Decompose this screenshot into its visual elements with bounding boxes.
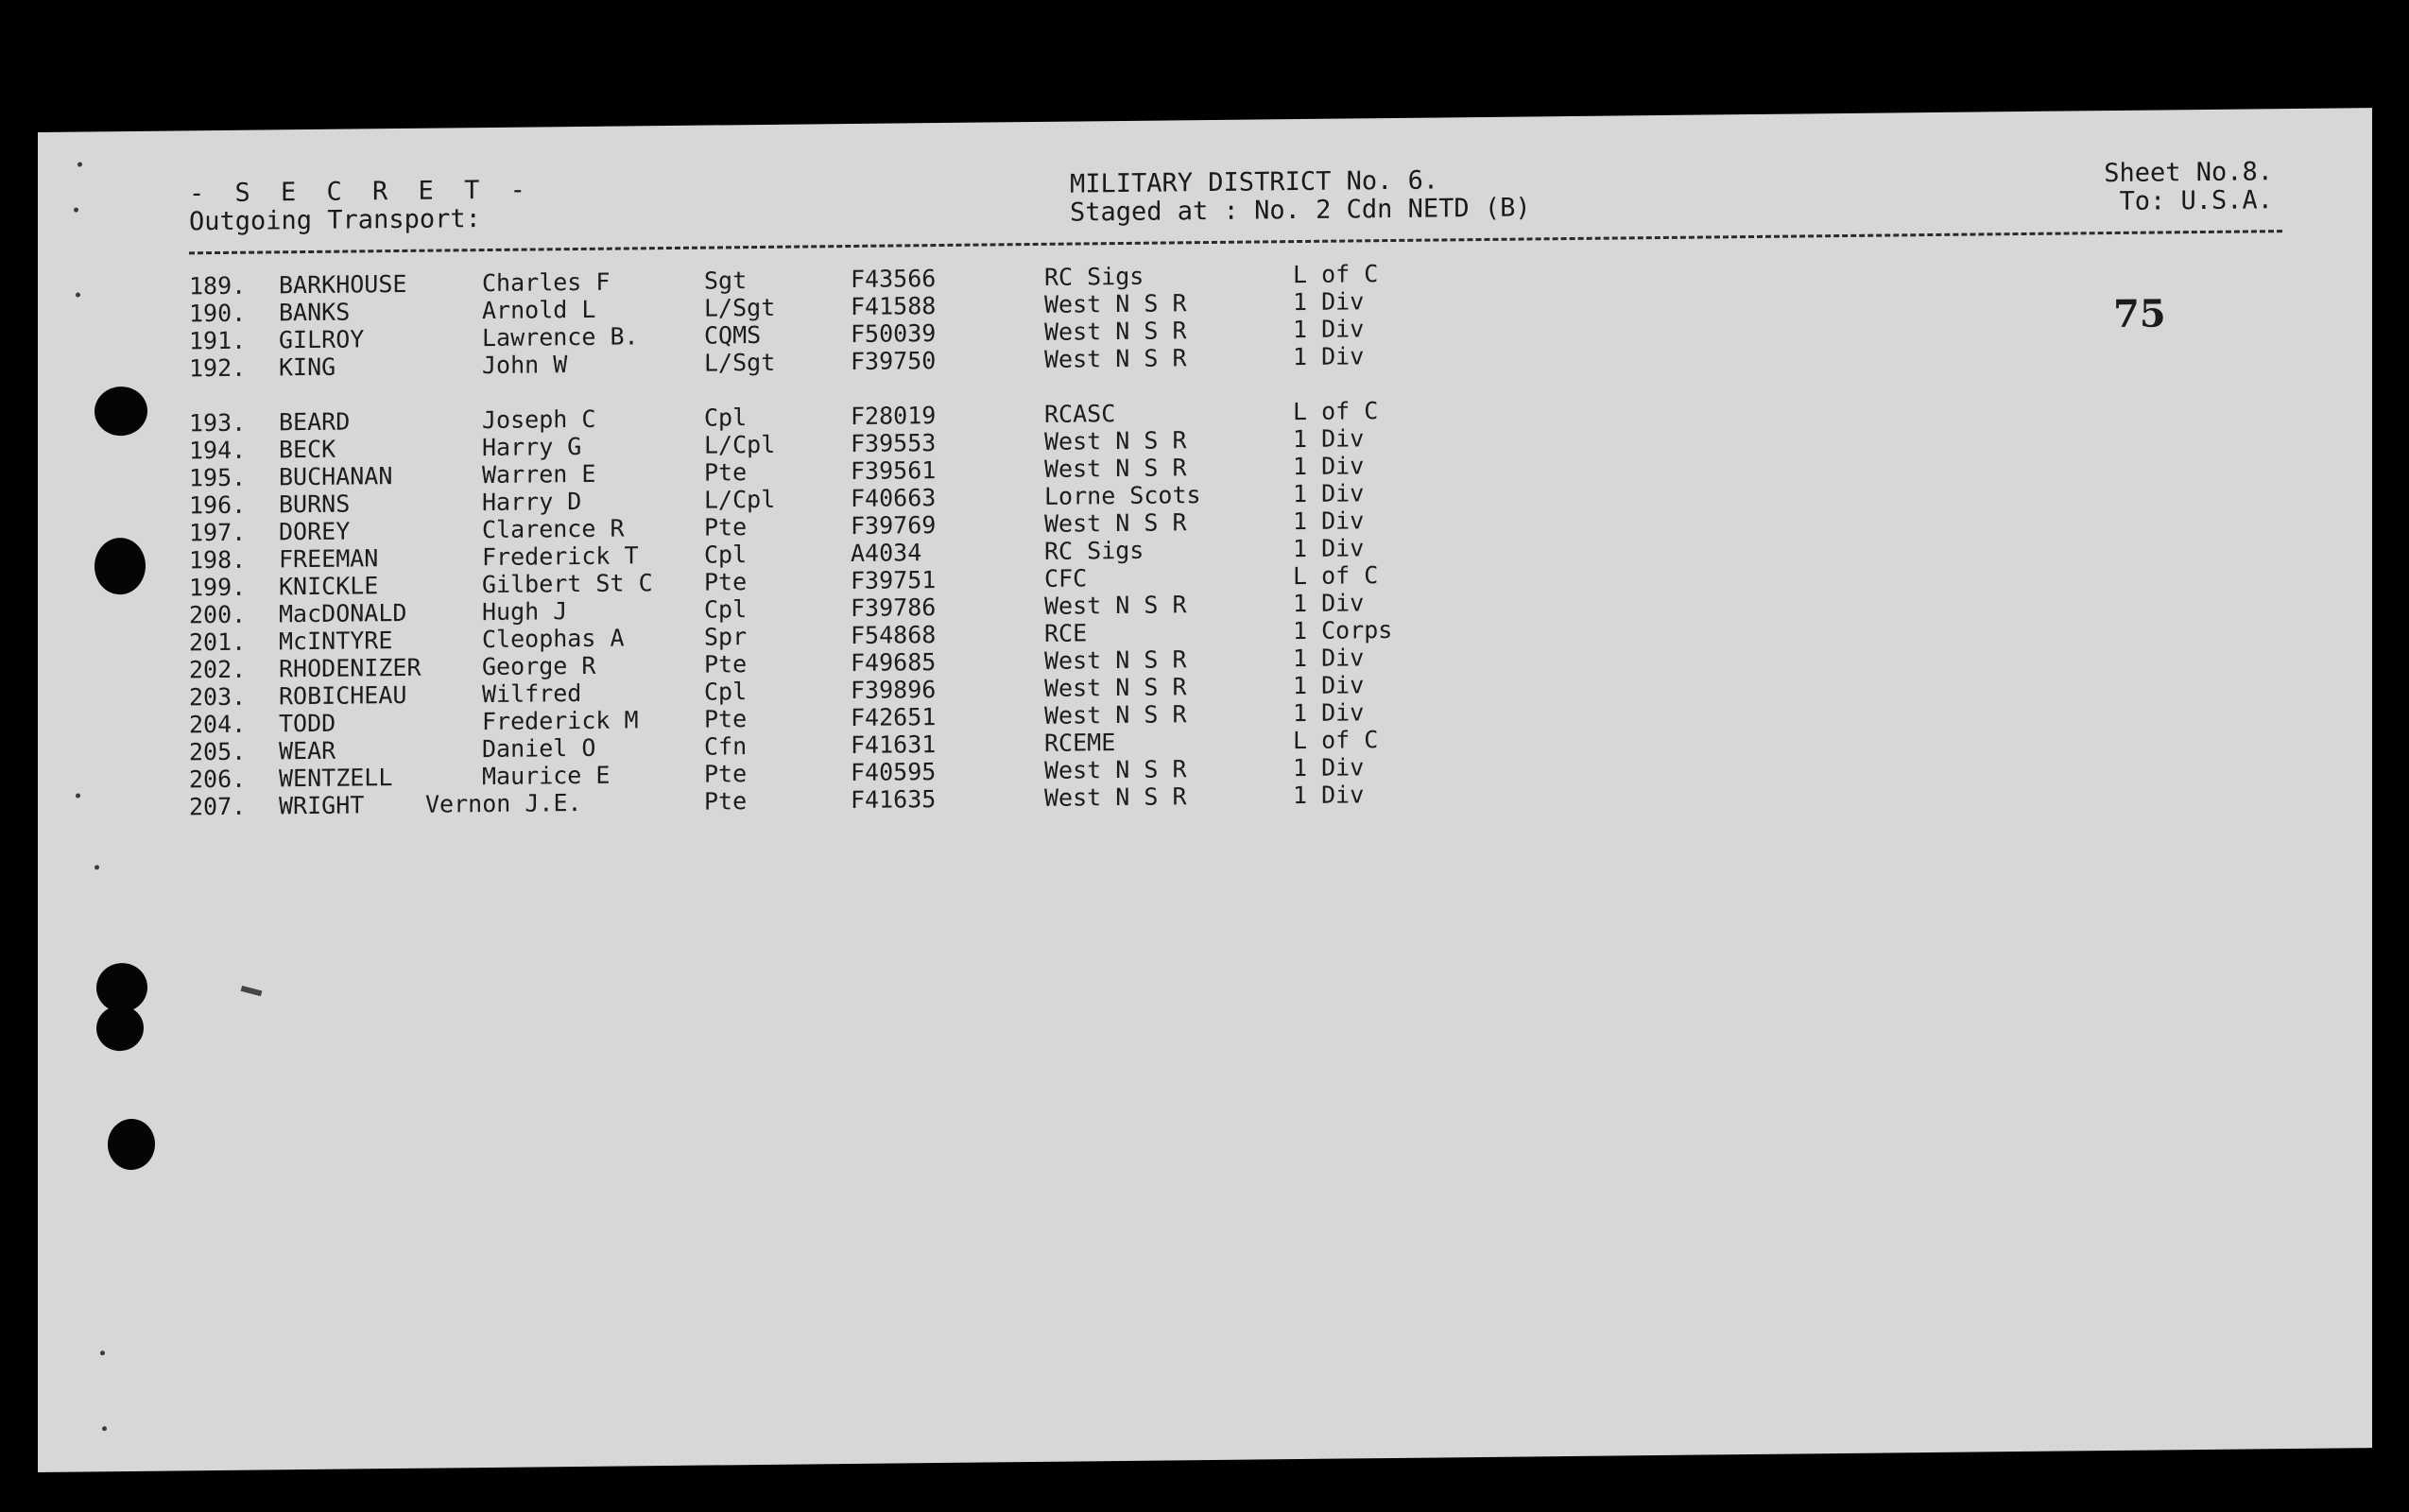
formation: 1 Div: [1293, 452, 1365, 481]
rank: Cpl: [704, 678, 748, 706]
service-number: F50039: [851, 319, 937, 348]
surname: BURNS: [279, 490, 351, 519]
surname: BARKHOUSE: [279, 269, 407, 300]
given-name: Daniel O: [482, 733, 596, 764]
rank: Pte: [704, 568, 748, 596]
surname: MacDONALD: [279, 598, 407, 628]
unit: West N S R: [1044, 755, 1187, 784]
punch-hole: [96, 1005, 144, 1052]
rank: Pte: [704, 650, 748, 679]
surname: BANKS: [279, 298, 351, 327]
surname: WRIGHT: [279, 791, 365, 820]
destination: To: U.S.A.: [2119, 185, 2273, 216]
rank: Pte: [704, 513, 748, 541]
surname: FREEMAN: [279, 544, 379, 574]
given-name: Harry D: [482, 487, 582, 517]
row-number: 207.: [189, 792, 247, 821]
given-name: Cleophas A: [482, 624, 625, 654]
row-number: 193.: [189, 408, 247, 438]
margin-mark: [74, 208, 78, 213]
rank: Sgt: [704, 266, 748, 295]
formation: 1 Div: [1293, 698, 1365, 728]
header-middle: [1070, 165, 1531, 227]
service-number: F40595: [851, 758, 937, 786]
stray-mark: [241, 986, 263, 996]
given-name: Wilfred: [482, 679, 582, 709]
row-number: 199.: [189, 573, 247, 602]
service-number: F42651: [851, 703, 937, 731]
rank: Cpl: [704, 404, 748, 432]
classification: - S E C R E T -: [189, 175, 533, 209]
rank: Cfn: [704, 732, 748, 761]
staged-at: Staged at : No. 2 Cdn NETD (B): [1070, 193, 1531, 228]
unit: West N S R: [1044, 591, 1187, 620]
surname: WEAR: [279, 736, 336, 765]
given-name: Hugh J: [482, 597, 568, 627]
service-number: F39786: [851, 593, 937, 622]
service-number: F41635: [851, 785, 937, 814]
formation: 1 Div: [1293, 507, 1365, 536]
given-name: Vernon J.E.: [425, 788, 582, 818]
given-name: Frederick T: [482, 541, 639, 572]
given-name: Clarence R: [482, 514, 625, 544]
rank: Pte: [704, 458, 748, 487]
unit: RCASC: [1044, 400, 1116, 428]
surname: GILROY: [279, 325, 365, 354]
surname: BEARD: [279, 407, 351, 437]
header-left: [189, 177, 533, 237]
rank: Spr: [704, 623, 748, 651]
given-name: Arnold L: [482, 295, 596, 325]
rank: Pte: [704, 760, 748, 788]
formation: L of C: [1293, 397, 1379, 426]
formation: 1 Div: [1293, 589, 1365, 618]
surname: RHODENIZER: [279, 653, 422, 683]
row-number: 200.: [189, 600, 247, 629]
unit: RC Sigs: [1044, 536, 1144, 565]
service-number: F41631: [851, 730, 937, 759]
surname: McINTYRE: [279, 627, 393, 656]
row-number: 197.: [189, 518, 247, 547]
row-number: 202.: [189, 655, 247, 684]
given-name: Gilbert St C: [482, 569, 653, 599]
surname: BECK: [279, 435, 336, 464]
punch-hole: [108, 1119, 155, 1171]
given-name: Harry G: [482, 432, 582, 462]
margin-mark: [77, 163, 82, 167]
row-number: 189.: [189, 271, 247, 301]
header-right: [1989, 158, 2273, 217]
formation: 1 Div: [1293, 534, 1365, 563]
given-name: Maurice E: [482, 761, 611, 791]
unit: West N S R: [1044, 508, 1187, 538]
rank: L/Cpl: [704, 485, 776, 514]
service-number: F54868: [851, 621, 937, 649]
margin-mark: [102, 1426, 107, 1431]
row-number: 203.: [189, 682, 247, 712]
unit: West N S R: [1044, 289, 1187, 318]
service-number: F39553: [851, 429, 937, 457]
given-name: Frederick M: [482, 706, 639, 736]
rank: L/Sgt: [704, 348, 776, 377]
page-number: 75: [2113, 291, 2166, 337]
service-number: F39769: [851, 511, 937, 540]
formation: 1 Div: [1293, 342, 1365, 371]
formation: 1 Div: [1293, 753, 1365, 782]
formation: 1 Div: [1293, 287, 1365, 317]
formation: 1 Div: [1293, 315, 1365, 344]
service-number: F39561: [851, 456, 937, 485]
row-number: 201.: [189, 627, 247, 657]
formation: L of C: [1293, 561, 1379, 591]
formation: 1 Div: [1293, 479, 1365, 508]
row-number: 196.: [189, 490, 247, 520]
given-name: George R: [482, 651, 596, 681]
rank: Cpl: [704, 595, 748, 624]
service-number: F28019: [851, 402, 937, 430]
given-name: Joseph C: [482, 404, 596, 435]
margin-mark: [76, 794, 80, 799]
surname: TODD: [279, 709, 336, 738]
margin-mark: [76, 293, 80, 298]
surname: BUCHANAN: [279, 462, 393, 491]
formation: 1 Div: [1293, 424, 1365, 454]
service-number: A4034: [851, 539, 922, 567]
formation: 1 Div: [1293, 671, 1365, 700]
rank: L/Sgt: [704, 293, 776, 322]
row-number: 204.: [189, 710, 247, 739]
given-name: Warren E: [482, 459, 596, 490]
margin-mark: [95, 865, 99, 869]
service-number: F39896: [851, 676, 937, 704]
rank: Pte: [704, 705, 748, 733]
formation: 1 Div: [1293, 781, 1365, 810]
unit: West N S R: [1044, 645, 1187, 675]
margin-mark: [100, 1350, 105, 1355]
rank: Pte: [704, 787, 748, 816]
service-number: F39750: [851, 347, 937, 375]
service-number: F40663: [851, 484, 937, 512]
unit: West N S R: [1044, 673, 1187, 702]
rank: CQMS: [704, 320, 762, 350]
formation: 1 Corps: [1293, 615, 1393, 645]
unit: RC Sigs: [1044, 262, 1144, 291]
unit: West N S R: [1044, 700, 1187, 730]
unit: West N S R: [1044, 454, 1187, 483]
service-number: F39751: [851, 566, 937, 594]
formation: L of C: [1293, 726, 1379, 755]
row-number: 190.: [189, 299, 247, 328]
header-rule: [189, 230, 2282, 254]
sheet-number: Sheet No.8.: [2104, 157, 2273, 189]
unit: West N S R: [1044, 782, 1187, 812]
given-name: John W: [482, 351, 568, 380]
row-number: 195.: [189, 463, 247, 492]
row-number: 194.: [189, 436, 247, 465]
district-title: MILITARY DISTRICT No. 6.: [1070, 165, 1439, 199]
unit: CFC: [1044, 564, 1088, 593]
service-number: F41588: [851, 292, 937, 320]
punch-hole: [95, 538, 146, 595]
surname: KNICKLE: [279, 572, 379, 601]
row-number: 192.: [189, 353, 247, 383]
unit: West N S R: [1044, 344, 1187, 373]
rank: Cpl: [704, 541, 748, 569]
formation: L of C: [1293, 260, 1379, 289]
row-number: 198.: [189, 545, 247, 575]
unit: Lorne Scots: [1044, 481, 1201, 510]
unit: RCE: [1044, 619, 1088, 647]
row-number: 205.: [189, 737, 247, 766]
unit: West N S R: [1044, 317, 1187, 346]
surname: ROBICHEAU: [279, 680, 407, 711]
surname: WENTZELL: [279, 764, 393, 793]
unit: RCEME: [1044, 729, 1116, 757]
row-number: 191.: [189, 326, 247, 355]
given-name: Lawrence B.: [482, 322, 639, 352]
punch-hole: [95, 387, 147, 437]
unit: West N S R: [1044, 426, 1187, 455]
surname: DOREY: [279, 517, 351, 546]
document-sheet: [38, 108, 2372, 1472]
given-name: Charles F: [482, 267, 611, 298]
formation: 1 Div: [1293, 644, 1365, 673]
service-number: F49685: [851, 648, 937, 677]
service-number: F43566: [851, 265, 937, 293]
rank: L/Cpl: [704, 430, 776, 459]
surname: KING: [279, 352, 336, 382]
row-number: 206.: [189, 765, 247, 794]
transport-label: Outgoing Transport:: [189, 204, 481, 237]
